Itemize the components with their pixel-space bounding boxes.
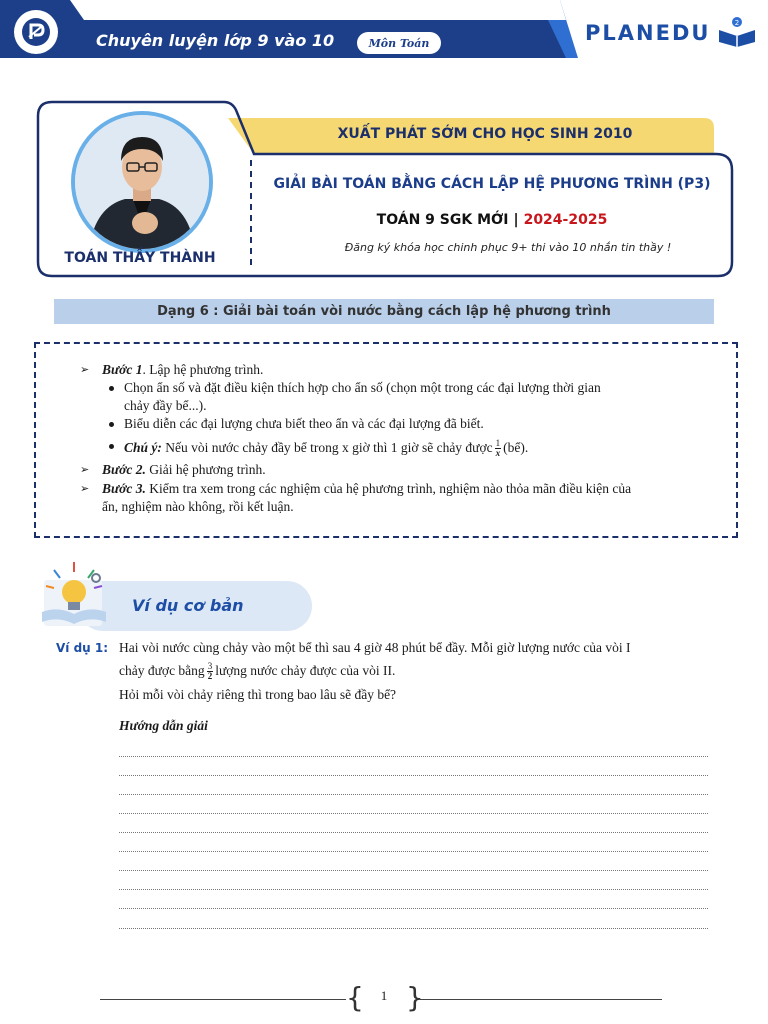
- step-3-label: Bước 3.: [102, 481, 146, 496]
- example-line-2: [119, 658, 395, 684]
- left-brace-icon: {: [346, 981, 364, 1014]
- right-brace-icon: }: [406, 981, 424, 1014]
- arrow-bullet-icon: ➢: [80, 483, 90, 495]
- teacher-avatar: [71, 111, 213, 253]
- answer-line[interactable]: [119, 832, 708, 833]
- example-line-1: Hai vòi nước cùng chảy vào một bể thì sau 4 giờ 48 phút bể đầy. Mỗi giờ lượng nước của vòi I: [119, 640, 631, 655]
- signup-note: Đăng ký khóa học chinh phục 9+ thi vào 10 nhắn tin thầy !: [344, 241, 672, 254]
- step-1-bullet-2: Biểu diễn các đại lượng chưa biết theo ẩn và các đại lượng đã biết.: [124, 416, 484, 431]
- answer-line[interactable]: [119, 813, 708, 814]
- svg-text:2: 2: [734, 19, 740, 27]
- example-banner-label: Ví dụ cơ bản: [132, 596, 244, 615]
- example-tag: Ví dụ 1:: [56, 641, 109, 655]
- step-1-label: Bước 1: [102, 362, 143, 377]
- school-year: 2024-2025: [523, 212, 608, 228]
- brand-wordmark: PLANEDU: [585, 21, 711, 45]
- footer-rule-right: [420, 999, 662, 1000]
- course-line: [260, 212, 724, 228]
- course-name: TOÁN 9 SGK MỚI: [376, 212, 509, 228]
- step-1: [102, 361, 263, 379]
- answer-line[interactable]: [119, 794, 708, 795]
- step-1-bullet-1-line-1: Chọn ẩn số và đặt điều kiện thích hợp cho ẩn số (chọn một trong các đại lượng thời gian: [124, 380, 601, 395]
- example-fraction: $\frac{3}{2}$: [207, 660, 213, 681]
- subject-badge: Môn Toán: [357, 32, 441, 54]
- step-3-text: Kiểm tra xem trong các nghiệm của hệ phương trình, nghiệm nào thỏa mãn điều kiện của: [145, 481, 632, 496]
- note-text: Nếu vòi nước chảy đầy bể trong x giờ thì 1 giờ sẽ chảy được: [161, 440, 493, 455]
- example-line-2a: chảy được bằng: [119, 663, 205, 678]
- bullet-dot-icon: [109, 444, 114, 449]
- arrow-bullet-icon: ➢: [80, 464, 90, 476]
- step-3-line-1: [102, 480, 631, 498]
- page-number: 1: [380, 988, 388, 1003]
- step-2-text: Giải hệ phương trình.: [145, 462, 266, 477]
- step-1-text: . Lập hệ phương trình.: [142, 362, 264, 377]
- lightbulb-book-icon: [38, 556, 110, 632]
- course-separator: |: [513, 212, 519, 228]
- step-1-bullet-1-line-2: chảy đầy bể...).: [124, 398, 207, 413]
- teacher-name: TOÁN THẦY THÀNH: [64, 250, 216, 266]
- tagline: XUẤT PHÁT SỚM CHO HỌC SINH 2010: [337, 126, 633, 142]
- solution-guide-heading: Hướng dẫn giải: [119, 718, 208, 733]
- footer-rule-left: [100, 999, 346, 1000]
- answer-line[interactable]: [119, 775, 708, 776]
- answer-line[interactable]: [119, 889, 708, 890]
- step-3-line-2: ẩn, nghiệm nào không, rồi kết luận.: [102, 499, 294, 514]
- section-heading: Dạng 6 : Giải bài toán vòi nước bằng cách lập hệ phương trình: [54, 299, 714, 324]
- note-fraction: $\frac{1}{x}$: [495, 437, 501, 458]
- step-2: [102, 461, 266, 479]
- answer-line[interactable]: [119, 928, 708, 929]
- note-label: Chú ý:: [124, 440, 162, 455]
- note-tail: (bể).: [503, 440, 529, 455]
- example-line-2b: lượng nước chảy được của vòi II.: [215, 663, 396, 678]
- answer-line[interactable]: [119, 870, 708, 871]
- bullet-dot-icon: [109, 422, 114, 427]
- answer-line[interactable]: [119, 851, 708, 852]
- step-2-label: Bước 2.: [102, 462, 146, 477]
- bullet-dot-icon: [109, 386, 114, 391]
- example-line-3: Hỏi mỗi vòi chảy riêng thì trong bao lâu sẽ đầy bể?: [119, 687, 397, 702]
- arrow-bullet-icon: ➢: [80, 364, 90, 376]
- answer-line[interactable]: [119, 908, 708, 909]
- course-series-title: Chuyên luyện lớp 9 vào 10: [96, 31, 335, 50]
- answer-line[interactable]: [119, 756, 708, 757]
- lesson-title: GIẢI BÀI TOÁN BẰNG CÁCH LẬP HỆ PHƯƠNG TRÌNH (P3): [273, 176, 711, 192]
- step-1-note: [124, 436, 528, 460]
